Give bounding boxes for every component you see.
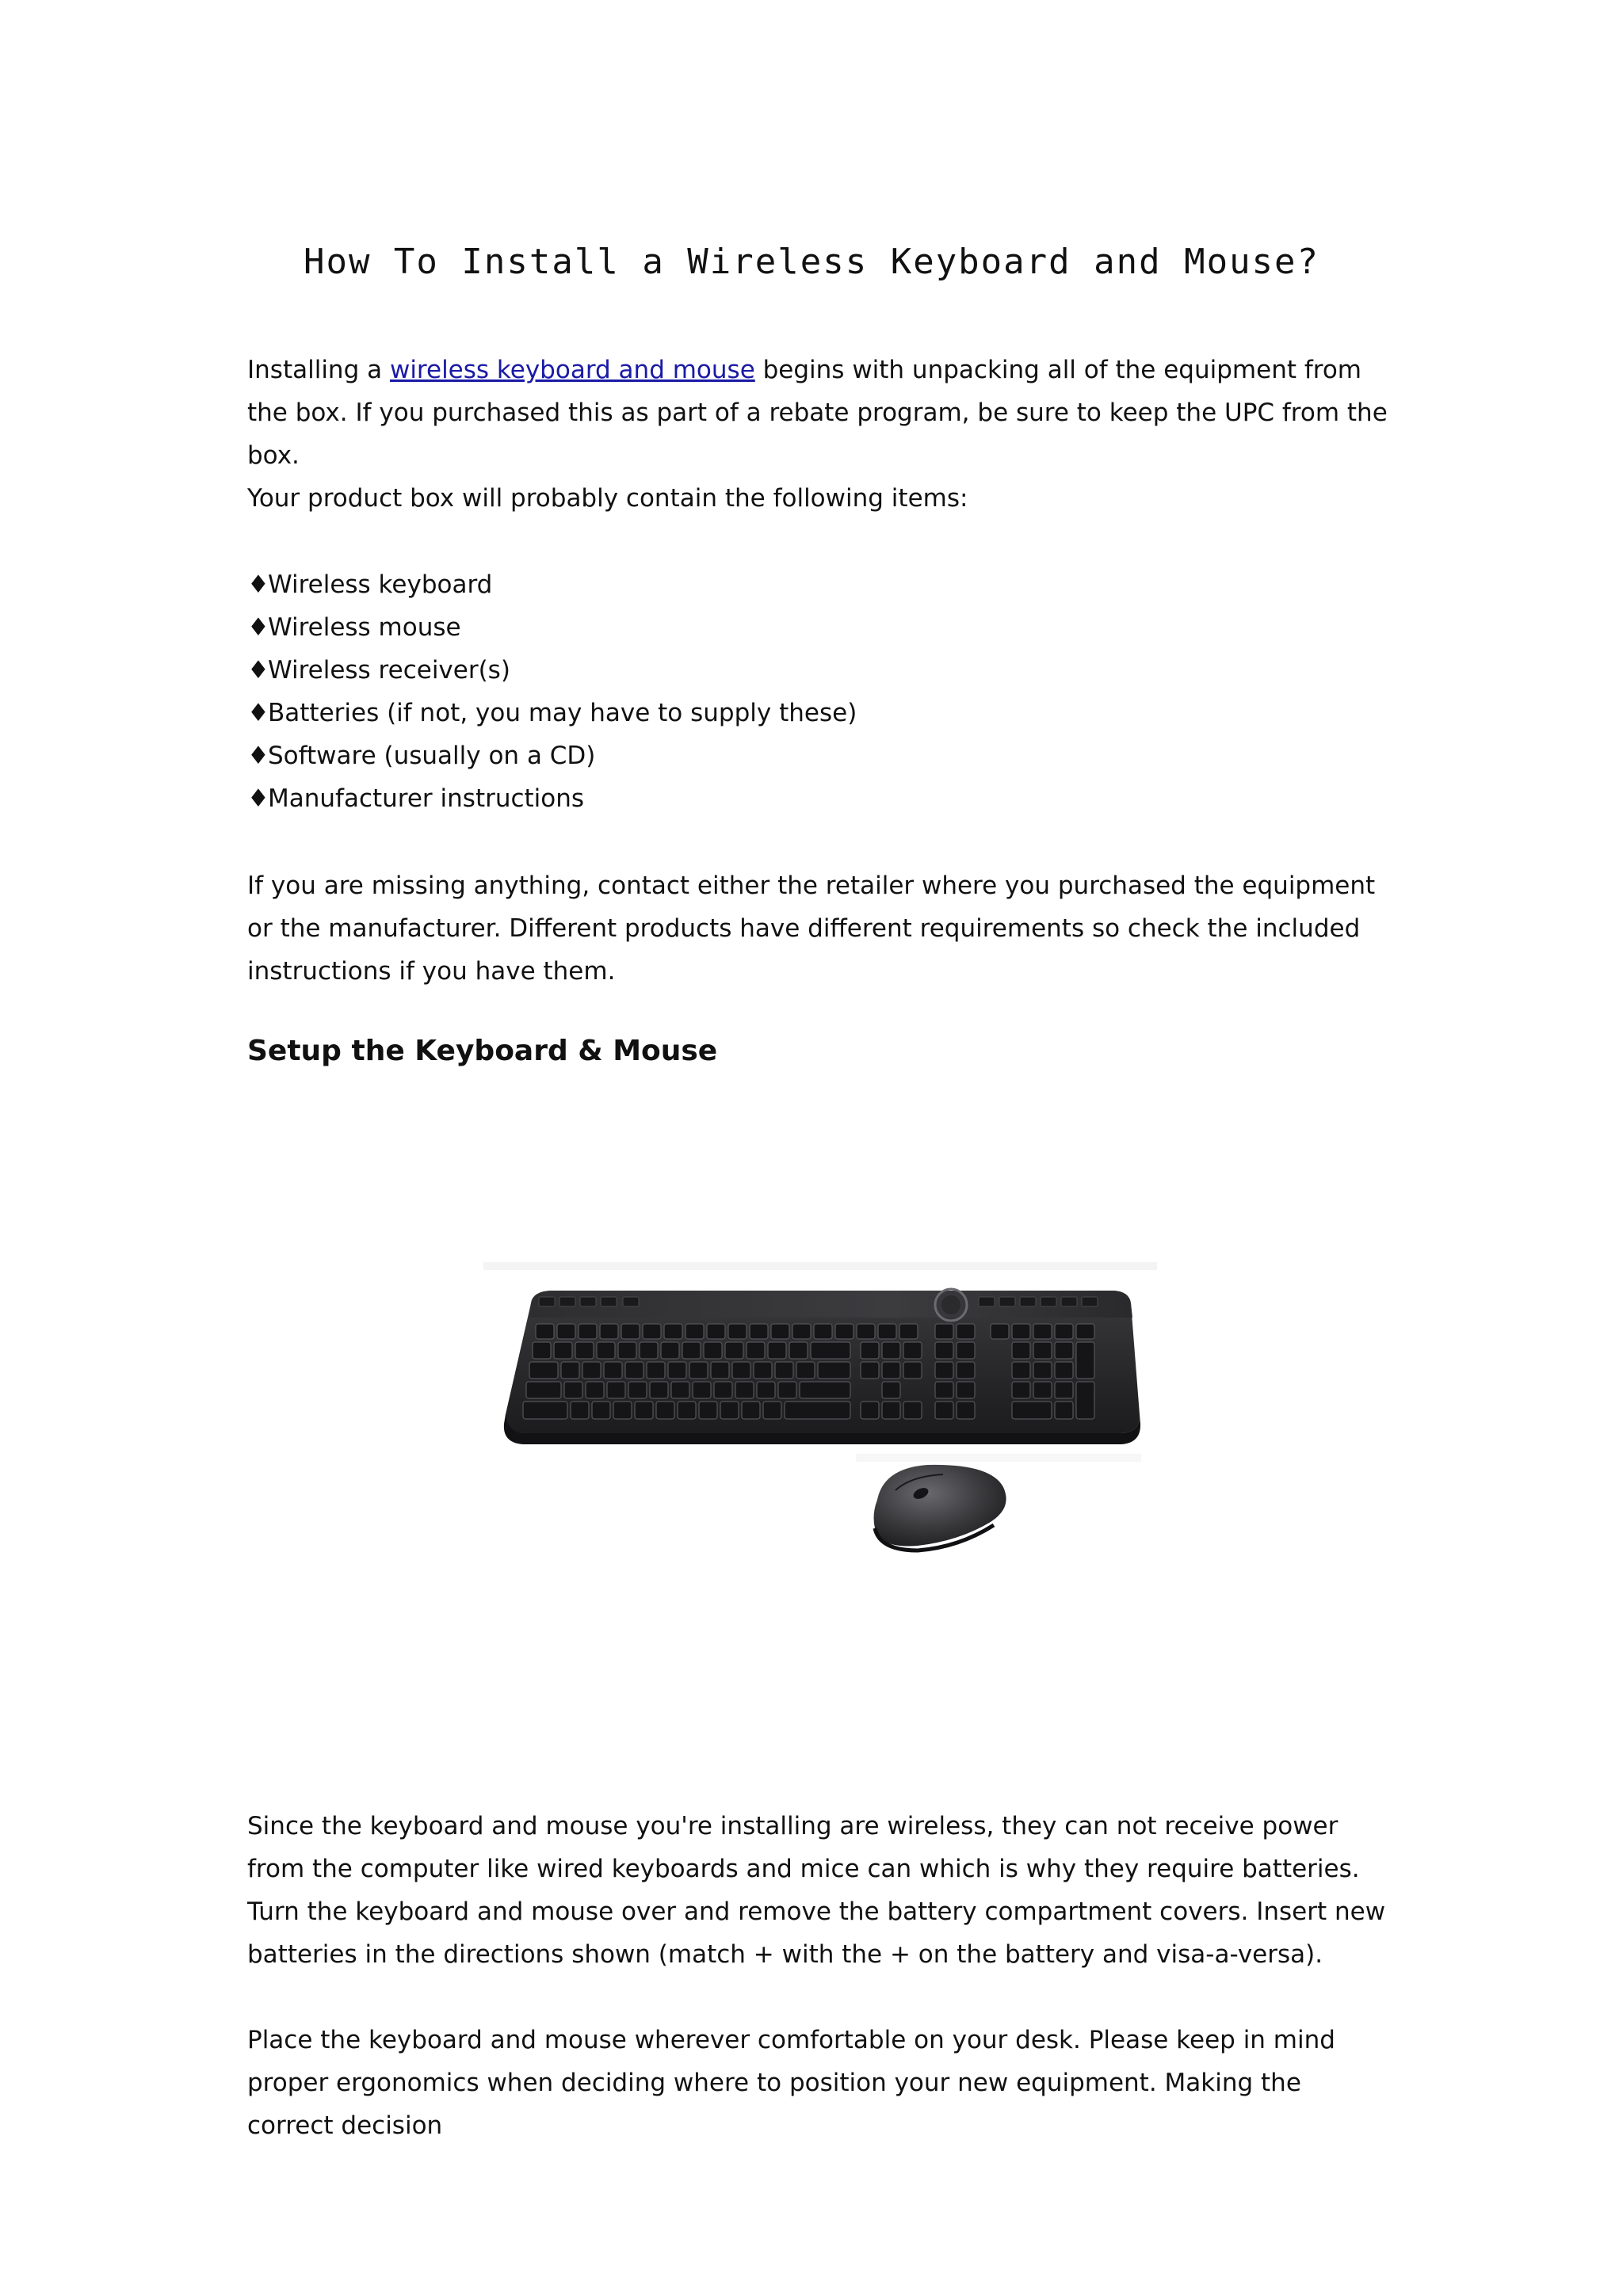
list-item-label: Wireless mouse — [268, 613, 461, 642]
intro-paragraph — [247, 349, 1388, 477]
list-item — [247, 649, 857, 692]
diamond-bullet-icon: ♦ — [247, 699, 269, 727]
list-item — [247, 734, 857, 777]
list-item-label: Wireless receiver(s) — [268, 656, 510, 685]
diamond-bullet-icon: ♦ — [247, 613, 269, 642]
diamond-bullet-icon: ♦ — [247, 742, 269, 770]
box-contents-list — [247, 563, 857, 820]
diamond-bullet-icon: ♦ — [247, 784, 269, 813]
intro-suffix: begins with unpacking all of the equipment from the box. If you purchased this as part of a rebate program, be sure to keep the UPC from the box. — [247, 356, 1388, 470]
diamond-bullet-icon: ♦ — [247, 656, 269, 685]
keyboard-mouse-image — [483, 1256, 1157, 1565]
page-title: How To Install a Wireless Keyboard and Mouse? — [303, 242, 1320, 282]
list-item-label: Software (usually on a CD) — [268, 742, 596, 770]
list-item — [247, 777, 857, 820]
list-item-label: Wireless keyboard — [268, 570, 493, 599]
wireless-keyboard-link[interactable]: wireless keyboard and mouse — [389, 356, 755, 384]
intro-prefix: Installing a — [247, 356, 390, 384]
list-item-label: Manufacturer instructions — [268, 784, 585, 813]
section-heading: Setup the Keyboard & Mouse — [247, 1035, 718, 1067]
placement-paragraph: Place the keyboard and mouse wherever comfortable on your desk. Please keep in mind proper ergonomics when deciding where to position your new equipment. Making the correct decision — [247, 2026, 1335, 2140]
list-item — [247, 606, 857, 649]
batteries-paragraph: Since the keyboard and mouse you're installing are wireless, they can not receive power from the computer like wired keyboards and mice can which is why they require batteries. Turn the keyboard and mouse over and remove the battery compartment covers. Insert new batteries in the directions shown (match + with the + on the battery and visa-a-versa). — [247, 1812, 1386, 1969]
list-item-label: Batteries (if not, you may have to supply these) — [268, 699, 857, 727]
contents-intro: Your product box will probably contain the following items: — [247, 484, 968, 513]
missing-items-paragraph: If you are missing anything, contact either the retailer where you purchased the equipment or the manufacturer. Different products have different requirements so check the included instructions if you have them. — [247, 871, 1376, 986]
list-item — [247, 563, 857, 606]
list-item — [247, 692, 857, 734]
diamond-bullet-icon: ♦ — [247, 570, 269, 599]
